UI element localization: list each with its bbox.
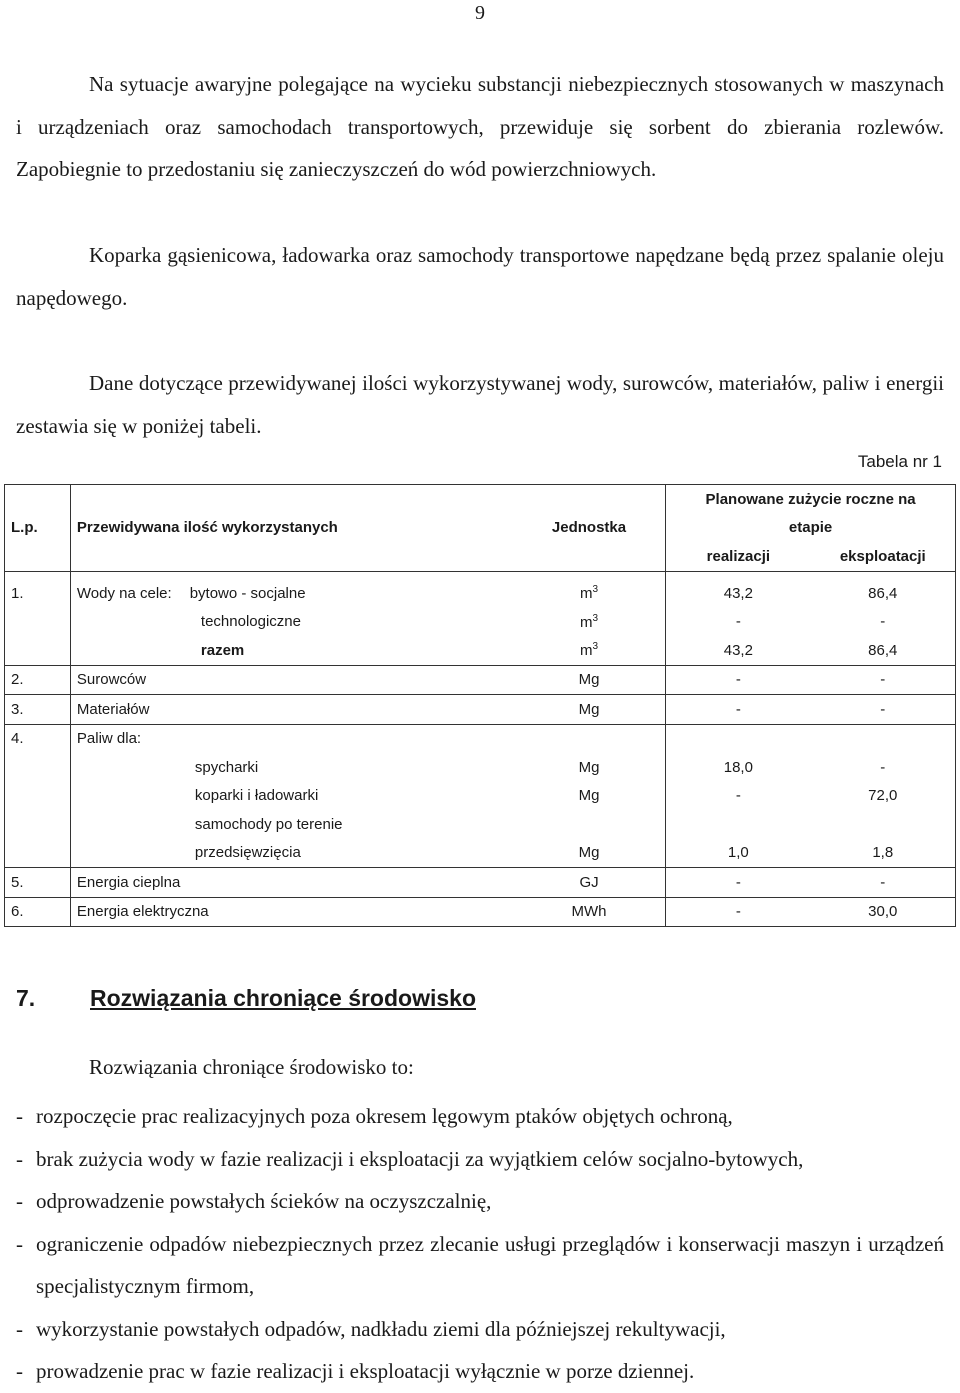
list-item: - ograniczenie odpadów niebezpiecznych przez zlecanie usługi przeglądów i konserwacji maszyn i urządzeń specjalistycznym firmom, [16, 1231, 944, 1298]
row-unit: Mg [513, 782, 666, 811]
row-exploitation: 72,0 [811, 782, 956, 811]
table-caption: Tabela nr 1 [857, 452, 942, 471]
row-realization: 43,2 [666, 636, 811, 665]
row-exploitation: 1,8 [811, 839, 956, 868]
row-realization: 18,0 [723, 758, 753, 776]
row-lp: 1. [5, 579, 71, 608]
section-title: Rozwiązania chroniące środowisko [90, 985, 476, 1011]
row-exploitation: - [811, 695, 956, 725]
row-label: spycharki [194, 758, 259, 776]
row-unit: $m^3$ [513, 608, 666, 637]
row-unit: $m^3$ [513, 636, 666, 665]
row-realization: - [735, 613, 741, 631]
table-row [5, 724, 956, 753]
row-exploitation: - [811, 608, 956, 637]
row-label: technologiczne [200, 613, 301, 631]
header-planned: Planowane zużycie roczne na [666, 485, 956, 514]
row-label: Energia cieplna [70, 868, 512, 898]
row-unit: Mg [513, 753, 666, 782]
header-lp: L.p. [5, 485, 71, 572]
list-item: - prowadzenie prac w fazie realizacji i eksploatacji wyłącznie w porze dziennej. [16, 1359, 695, 1383]
section-heading [16, 985, 476, 1012]
row-exploitation: - [811, 868, 956, 898]
row-unit: MWh [513, 897, 666, 927]
section-intro: Rozwiązania chroniące środowisko to: [89, 1055, 414, 1079]
row-realization: 43,2 [723, 584, 753, 602]
row-label: Surowców [70, 665, 512, 695]
header-unit: Jednostka [513, 485, 666, 572]
table-row [5, 839, 956, 868]
row-label: koparki i ładowarki [194, 787, 319, 805]
row-label: samochody po terenie [194, 815, 343, 833]
row-realization: 1,0 [666, 839, 811, 868]
header-planned-stage: etapie [666, 514, 956, 543]
table-row [5, 782, 956, 811]
row-label: Paliw dla: [76, 730, 142, 748]
table-row [5, 868, 956, 898]
row-unit: $m^3$ [513, 579, 666, 608]
row-label: Energia elektryczna [70, 897, 512, 927]
row-lp: 6. [5, 897, 71, 927]
table-row [5, 897, 956, 927]
table-header-row [5, 485, 956, 514]
list-item: - brak zużycia wody w fazie realizacji i eksploatacji za wyjątkiem celów socjalno-bytowych, [16, 1146, 804, 1171]
list-item: - odprowadzenie powstałych ścieków na oczyszczalnię, [16, 1189, 492, 1213]
table-row [5, 608, 956, 637]
row-lp: 3. [5, 695, 71, 725]
consumption-table [4, 484, 956, 927]
header-realization: realizacji [666, 542, 811, 571]
row-lp: 4. [5, 724, 71, 753]
paragraph-table-intro: Dane dotyczące przewidywanej ilości wykorzystywanej wody, surowców, materiałów, paliw i energii zestawia się w poniżej tabeli. [16, 371, 944, 438]
page-number: 9 [475, 2, 485, 24]
row-unit: Mg [513, 665, 666, 695]
row-realization: - [666, 897, 811, 927]
row-exploitation: - [811, 753, 956, 782]
paragraph-spill-sorbent: Na sytuacje awaryjne polegające na wycieku substancji niebezpiecznych stosowanych w maszynach i urządzeniach oraz samochodach transportowych, przewiduje się sorbent do zbierania rozlewów. Zapobiegnie to przedostaniu się zanieczyszczeń do wód powierzchniowych. [16, 72, 944, 181]
row-realization: - [666, 695, 811, 725]
row-realization: - [666, 868, 811, 898]
row-label: Wody na cele: bytowo - socjalne [76, 584, 306, 602]
table-row [5, 665, 956, 695]
header-item: Przewidywana ilość wykorzystanych [70, 485, 512, 572]
table-row [5, 579, 956, 608]
table-row [5, 636, 956, 665]
row-realization: - [735, 787, 741, 805]
row-label: Materiałów [70, 695, 512, 725]
table-row [5, 810, 956, 839]
header-exploitation: eksploatacji [811, 542, 956, 571]
row-label: przedsięwzięcia [70, 839, 512, 868]
paragraph-fuel: Koparka gąsienicowa, ładowarka oraz samochody transportowe napędzane będą przez spalanie oleju napędowego. [16, 243, 944, 310]
row-realization: - [666, 665, 811, 695]
row-exploitation: 86,4 [811, 636, 956, 665]
row-unit: GJ [513, 868, 666, 898]
list-item: - wykorzystanie powstałych odpadów, nadkładu ziemi dla późniejszej rekultywacji, [16, 1316, 726, 1341]
row-label: razem [70, 636, 512, 665]
row-exploitation: - [811, 665, 956, 695]
row-lp: 2. [5, 665, 71, 695]
table-row [5, 695, 956, 725]
row-exploitation: 30,0 [811, 897, 956, 927]
table-row [5, 753, 956, 782]
section-number: 7. [16, 985, 36, 1011]
measures-list [16, 1095, 944, 1393]
row-lp: 5. [5, 868, 71, 898]
row-unit: Mg [513, 695, 666, 725]
row-exploitation: 86,4 [811, 579, 956, 608]
row-unit: Mg [513, 839, 666, 868]
list-item: - rozpoczęcie prac realizacyjnych poza okresem lęgowym ptaków objętych ochroną, [16, 1104, 733, 1128]
